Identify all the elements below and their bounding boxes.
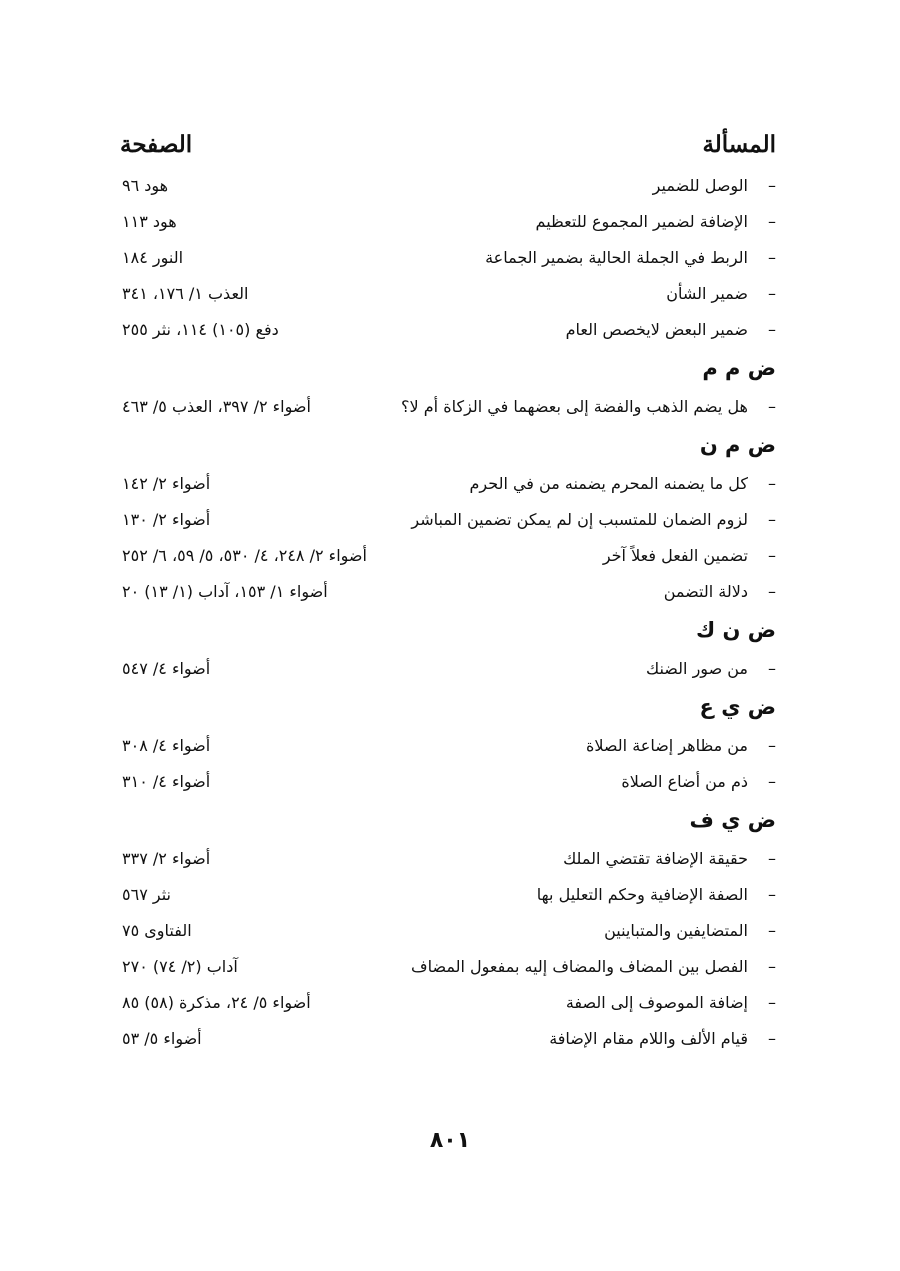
entry-topic: المتضايفين والمتباينين	[604, 921, 748, 940]
entry-topic: تضمين الفعل فعلاً آخر	[602, 546, 748, 565]
topic-column-title: المسألة	[702, 130, 776, 158]
entry-dash: –	[768, 582, 776, 601]
entry-dash: –	[768, 212, 776, 231]
index-entry	[122, 1021, 776, 1057]
entry-reference: أضواء ٤/ ٥٤٧	[122, 659, 211, 678]
index-entry	[122, 728, 776, 764]
root-heading: ض ن ك	[695, 618, 776, 642]
entry-topic: كل ما يضمنه المحرم يضمنه من في الحرم	[469, 474, 748, 493]
entry-dash: –	[768, 284, 776, 303]
entry-topic: دلالة التضمن	[663, 582, 748, 601]
entry-reference: النور ١٨٤	[122, 248, 184, 267]
column-header	[120, 124, 776, 164]
index-entry	[122, 841, 776, 877]
page-number: ٨٠١	[429, 1128, 471, 1153]
entry-dash: –	[768, 176, 776, 195]
entry-dash: –	[768, 546, 776, 565]
index-entry	[122, 764, 776, 800]
entry-topic: الوصل للضمير	[652, 176, 748, 195]
entry-topic: ضمير الشأن	[666, 284, 748, 303]
entry-reference: أضواء ٥/ ٢٤، مذكرة (٥٨) ٨٥	[122, 993, 311, 1012]
entry-topic: إضافة الموصوف إلى الصفة	[565, 993, 748, 1012]
entry-dash: –	[768, 397, 776, 416]
entry-topic: الصفة الإضافية وحكم التعليل بها	[536, 885, 748, 904]
index-entry	[122, 538, 776, 574]
entry-reference: هود ٩٦	[122, 176, 169, 195]
index-entries	[122, 168, 776, 1057]
entry-topic: حقيقة الإضافة تقتضي الملك	[563, 849, 748, 868]
entry-reference: أضواء ٢/ ٢٤٨، ٤/ ٥٣٠، ٥/ ٥٩، ٦/ ٢٥٢	[122, 546, 367, 565]
entry-reference: أضواء ٢/ ١٣٠	[122, 510, 211, 529]
root-heading: ض ي ف	[689, 808, 776, 832]
entry-topic: ضمير البعض لايخصص العام	[565, 320, 748, 339]
entry-dash: –	[768, 849, 776, 868]
index-entry	[122, 240, 776, 276]
entry-reference: العذب ١/ ١٧٦، ٣٤١	[122, 284, 249, 303]
entry-reference: أضواء ٤/ ٣١٠	[122, 772, 211, 791]
entry-reference: الفتاوى ٧٥	[122, 921, 192, 940]
entry-topic: لزوم الضمان للمتسبب إن لم يمكن تضمين المباشر	[411, 510, 748, 529]
root-heading: ض م ن	[699, 433, 776, 457]
entry-dash: –	[768, 248, 776, 267]
index-entry	[122, 913, 776, 949]
index-entry	[122, 168, 776, 204]
entry-reference: هود ١١٣	[122, 212, 177, 231]
entry-topic: من مظاهر إضاعة الصلاة	[586, 736, 748, 755]
entry-reference: أضواء ١/ ١٥٣، آداب (١/ ١٣) ٢٠	[122, 582, 328, 601]
entry-reference: أضواء ٢/ ٣٣٧	[122, 849, 211, 868]
index-entry	[122, 312, 776, 348]
entry-topic: الإضافة لضمير المجموع للتعظيم	[535, 212, 748, 231]
index-entry	[122, 466, 776, 502]
entry-reference: أضواء ٥/ ٥٣	[122, 1029, 202, 1048]
entry-dash: –	[768, 993, 776, 1012]
entry-dash: –	[768, 659, 776, 678]
page-column-title: الصفحة	[120, 130, 193, 158]
entry-topic: قيام الألف واللام مقام الإضافة	[549, 1029, 748, 1048]
entry-reference: أضواء ٢/ ٣٩٧، العذب ٥/ ٤٦٣	[122, 397, 311, 416]
index-entry	[122, 574, 776, 610]
entry-dash: –	[768, 921, 776, 940]
entry-dash: –	[768, 957, 776, 976]
entry-reference: أضواء ٢/ ١٤٢	[122, 474, 211, 493]
index-entry	[122, 276, 776, 312]
entry-dash: –	[768, 320, 776, 339]
entry-topic: الفصل بين المضاف والمضاف إليه بمفعول المضاف	[411, 957, 748, 976]
entry-reference: نثر ٥٦٧	[122, 885, 171, 904]
index-entry	[122, 389, 776, 425]
index-entry	[122, 877, 776, 913]
entry-dash: –	[768, 510, 776, 529]
index-entry	[122, 204, 776, 240]
index-entry	[122, 651, 776, 687]
entry-topic: هل يضم الذهب والفضة إلى بعضهما في الزكاة أم لا؟	[401, 397, 748, 416]
entry-topic: من صور الضنك	[645, 659, 748, 678]
index-entry	[122, 502, 776, 538]
root-heading: ض ي ع	[699, 695, 776, 719]
index-entry	[122, 949, 776, 985]
entry-dash: –	[768, 772, 776, 791]
entry-dash: –	[768, 736, 776, 755]
index-entry	[122, 985, 776, 1021]
root-heading: ض م م	[702, 356, 776, 380]
entry-reference: أضواء ٤/ ٣٠٨	[122, 736, 211, 755]
entry-topic: الربط في الجملة الحالية بضمير الجماعة	[485, 248, 748, 267]
entry-dash: –	[768, 1029, 776, 1048]
entry-reference: آداب (٢/ ٧٤) ٢٧٠	[122, 957, 238, 976]
entry-dash: –	[768, 885, 776, 904]
entry-topic: ذم من أضاع الصلاة	[621, 772, 748, 791]
entry-reference: دفع (١٠٥) ١١٤، نثر ٢٥٥	[122, 320, 279, 339]
entry-dash: –	[768, 474, 776, 493]
